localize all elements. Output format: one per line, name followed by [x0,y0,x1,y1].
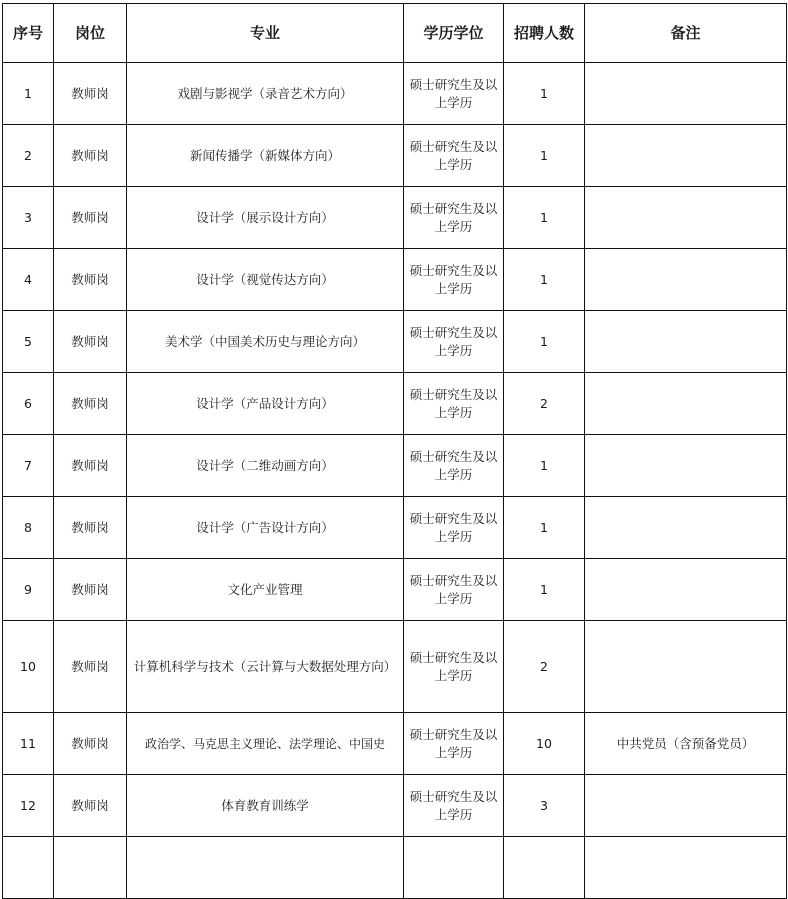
table-row [3,311,787,373]
recruitment-table [2,3,787,899]
cell-count: 2 [504,621,585,713]
cell-position: 教师岗 [54,373,127,435]
cell-position: 教师岗 [54,497,127,559]
cell-count: 1 [504,249,585,311]
cell-education: 硕士研究生及以上学历 [404,713,504,775]
cell-no: 10 [3,621,54,713]
cell-position: 教师岗 [54,249,127,311]
cell-major: 设计学（视觉传达方向） [127,249,404,311]
cell-education: 硕士研究生及以上学历 [404,187,504,249]
cell-no: 7 [3,435,54,497]
header-major: 专业 [127,4,404,63]
cell-position: 教师岗 [54,713,127,775]
cell-no: 6 [3,373,54,435]
table-row [3,713,787,775]
cell-major: 美术学（中国美术历史与理论方向） [127,311,404,373]
cell-count: 1 [504,63,585,125]
cell-major: 设计学（广告设计方向） [127,497,404,559]
cell-count: 10 [504,713,585,775]
cell-remark [585,373,787,435]
cell-education: 硕士研究生及以上学历 [404,435,504,497]
cell-empty [585,837,787,899]
cell-education: 硕士研究生及以上学历 [404,311,504,373]
table-row [3,125,787,187]
cell-position: 教师岗 [54,559,127,621]
table-row [3,497,787,559]
cell-remark [585,435,787,497]
table-header-row [3,4,787,63]
cell-count: 1 [504,435,585,497]
cell-remark [585,497,787,559]
cell-empty [504,837,585,899]
cell-empty [54,837,127,899]
cell-position: 教师岗 [54,621,127,713]
table-row [3,435,787,497]
table-row [3,187,787,249]
table-row [3,775,787,837]
cell-education: 硕士研究生及以上学历 [404,373,504,435]
cell-education: 硕士研究生及以上学历 [404,559,504,621]
table-row [3,373,787,435]
cell-major: 设计学（产品设计方向） [127,373,404,435]
cell-position: 教师岗 [54,187,127,249]
cell-remark [585,559,787,621]
cell-empty [127,837,404,899]
cell-no: 8 [3,497,54,559]
cell-remark [585,125,787,187]
cell-empty [3,837,54,899]
cell-position: 教师岗 [54,311,127,373]
cell-position: 教师岗 [54,125,127,187]
cell-count: 3 [504,775,585,837]
cell-no: 12 [3,775,54,837]
header-remark: 备注 [585,4,787,63]
cell-education: 硕士研究生及以上学历 [404,775,504,837]
cell-no: 11 [3,713,54,775]
table-row [3,559,787,621]
cell-count: 1 [504,311,585,373]
cell-count: 1 [504,187,585,249]
cell-major: 文化产业管理 [127,559,404,621]
cell-major: 设计学（展示设计方向） [127,187,404,249]
cell-position: 教师岗 [54,775,127,837]
cell-count: 2 [504,373,585,435]
table-row [3,621,787,713]
cell-no: 1 [3,63,54,125]
cell-empty [404,837,504,899]
table-row-partial [3,837,787,899]
cell-major: 体育教育训练学 [127,775,404,837]
cell-education: 硕士研究生及以上学历 [404,63,504,125]
cell-remark: 中共党员（含预备党员） [585,713,787,775]
cell-major: 设计学（二维动画方向） [127,435,404,497]
header-count: 招聘人数 [504,4,585,63]
cell-no: 2 [3,125,54,187]
cell-no: 4 [3,249,54,311]
cell-major: 戏剧与影视学（录音艺术方向） [127,63,404,125]
cell-education: 硕士研究生及以上学历 [404,621,504,713]
table-row [3,249,787,311]
cell-remark [585,775,787,837]
cell-count: 1 [504,559,585,621]
cell-remark [585,63,787,125]
header-education: 学历学位 [404,4,504,63]
header-position: 岗位 [54,4,127,63]
cell-remark [585,311,787,373]
cell-no: 3 [3,187,54,249]
cell-major: 新闻传播学（新媒体方向） [127,125,404,187]
cell-education: 硕士研究生及以上学历 [404,497,504,559]
table-row [3,63,787,125]
cell-count: 1 [504,497,585,559]
cell-position: 教师岗 [54,63,127,125]
cell-major: 计算机科学与技术（云计算与大数据处理方向） [127,621,404,713]
cell-major: 政治学、马克思主义理论、法学理论、中国史 [127,713,404,775]
cell-remark [585,249,787,311]
cell-count: 1 [504,125,585,187]
cell-position: 教师岗 [54,435,127,497]
cell-education: 硕士研究生及以上学历 [404,249,504,311]
cell-no: 9 [3,559,54,621]
cell-remark [585,187,787,249]
header-no: 序号 [3,4,54,63]
cell-education: 硕士研究生及以上学历 [404,125,504,187]
cell-remark [585,621,787,713]
cell-no: 5 [3,311,54,373]
